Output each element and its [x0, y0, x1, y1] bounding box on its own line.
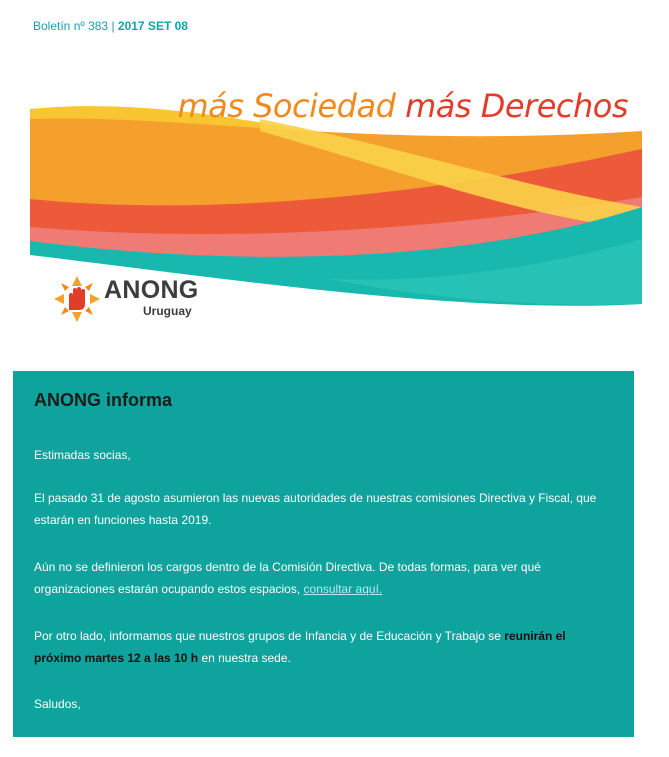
- slogan: [177, 87, 628, 125]
- paragraph-authorities: El pasado 31 de agosto asumieron las nuevas autoridades de nuestras comisiones Directiva y Fiscal, que estarán en funciones hasta 2019.: [34, 491, 597, 527]
- issue-line: [33, 19, 188, 33]
- issue-number: Boletín nº 383 |: [33, 19, 115, 33]
- meeting-date: reunirán el próximo martes 12 a las 10 h: [34, 629, 566, 665]
- consult-link[interactable]: consultar aquí.: [303, 582, 383, 596]
- paragraph-meeting-post: en nuestra sede.: [201, 651, 291, 665]
- slogan-part-1: más Sociedad: [177, 87, 396, 125]
- paragraph-positions-text: Aún no se definieron los cargos dentro de la Comisión Directiva. De todas formas, para ver qué organizaciones estarán ocupando estos espacios,: [34, 560, 541, 596]
- hand-logo-icon: [52, 274, 102, 324]
- header-banner: [30, 79, 642, 339]
- greeting: Estimadas socias,: [34, 448, 131, 462]
- issue-date: 2017 SET 08: [117, 19, 188, 33]
- slogan-part-2: más Derechos: [405, 87, 628, 125]
- logo-country: Uruguay: [143, 304, 192, 318]
- paragraph-meeting: [34, 625, 614, 669]
- closing: Saludos,: [34, 697, 81, 711]
- paragraph-positions: [34, 556, 614, 600]
- anong-logo: [52, 274, 252, 324]
- panel-title: ANONG informa: [34, 390, 173, 410]
- logo-name: ANONG: [104, 276, 199, 304]
- info-panel: [13, 371, 634, 737]
- paragraph-meeting-pre: Por otro lado, informamos que nuestros grupos de Infancia y de Educación y Trabajo se: [34, 629, 501, 643]
